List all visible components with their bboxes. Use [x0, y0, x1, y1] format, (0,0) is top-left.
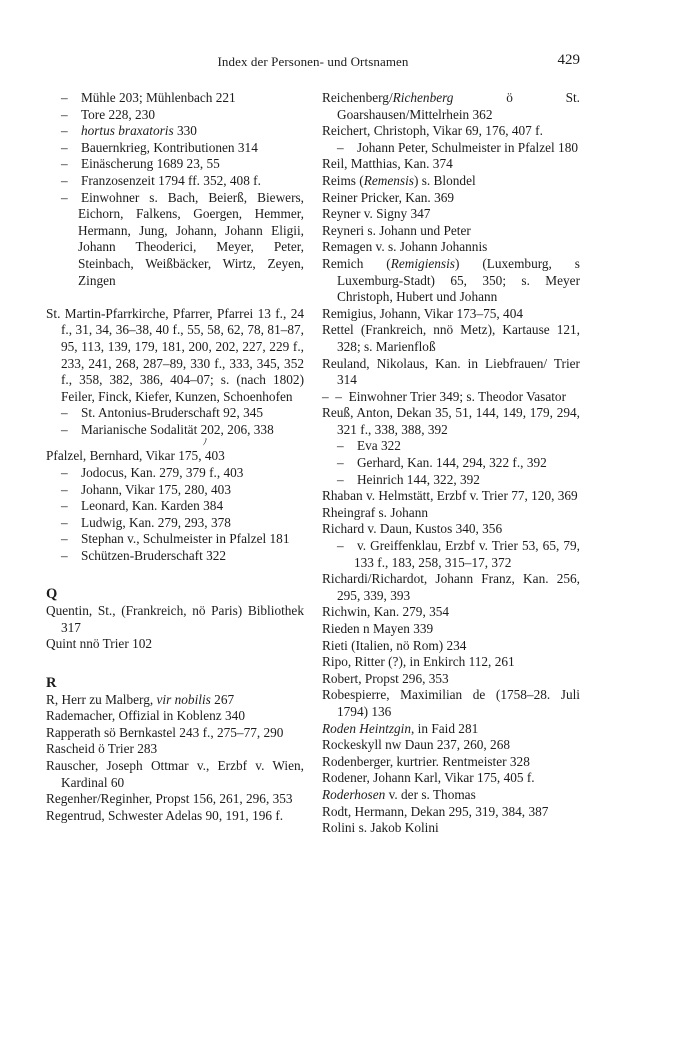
index-entry [322, 671, 580, 688]
continuation-dash: – [61, 172, 81, 188]
index-entry [46, 306, 304, 406]
index-entry [46, 531, 304, 548]
index-entry [322, 239, 580, 256]
index-entry [322, 223, 580, 240]
entry-spacer [46, 289, 304, 306]
entry-text: Richardi/Richardot, Johann Franz, Kan. 256, 295, 339, 393 [322, 571, 580, 603]
index-entry [322, 604, 580, 621]
index-entry [322, 621, 580, 638]
index-entry [46, 758, 304, 791]
entry-text: Reims ( [322, 172, 364, 188]
continuation-dash: – [61, 123, 81, 139]
entry-text: St. Antonius-Bruderschaft 92, 345 [80, 405, 264, 421]
entry-text-italic: hortus braxatoris [80, 123, 174, 139]
index-entry [46, 173, 304, 190]
section-letter: R [46, 674, 57, 691]
index-entry [322, 820, 580, 837]
index-entry [46, 808, 304, 825]
entry-text: Stephan v., Schulmeister in Pfalzel 181 [80, 531, 290, 547]
entry-text: Robespierre, Maximilian de (1758–28. Juli 1794) 136 [322, 687, 580, 719]
index-entry [322, 389, 580, 406]
continuation-dash: – [337, 139, 357, 155]
index-entry [46, 548, 304, 565]
entry-text: Rascheid ö Trier 283 [46, 741, 158, 757]
entry-text: Einäscherung 1689 23, 55 [80, 156, 220, 172]
index-entry [322, 654, 580, 671]
index-entry [46, 498, 304, 515]
entry-text: Johann Peter, Schulmeister in Pfalzel 180 [356, 139, 578, 155]
index-entry [46, 90, 304, 107]
index-entry [322, 190, 580, 207]
continuation-dash: – [61, 139, 81, 155]
index-entry [46, 405, 304, 422]
entry-text: Eva 322 [356, 438, 401, 454]
continuation-dash: – [337, 471, 357, 487]
entry-text: Rieti (Italien, nö Rom) 234 [322, 637, 467, 653]
index-entry [322, 90, 580, 123]
entry-text: , in Faid 281 [411, 720, 479, 736]
entry-text: Franzosenzeit 1794 ff. 352, 408 f. [80, 172, 261, 188]
index-entry [322, 787, 580, 804]
entry-text: Rockeskyll nw Daun 237, 260, 268 [322, 737, 510, 753]
running-header [46, 54, 580, 74]
continuation-dash: – [61, 548, 81, 564]
entry-text: Remagen v. s. Johann Johannis [322, 239, 488, 255]
entry-text: Ludwig, Kan. 279, 293, 378 [80, 514, 231, 530]
entry-text: Reyner v. Signy 347 [322, 206, 431, 222]
index-entry [46, 791, 304, 808]
entry-text: Ripo, Ritter (?), in Enkirch 112, 261 [322, 654, 515, 670]
index-entry [322, 538, 580, 571]
index-entry [46, 636, 304, 653]
index-entry [46, 465, 304, 482]
entry-text: ) (Luxemburg, s Luxemburg-Stadt) 65, 350; s. Meyer Christoph, Hubert und Johann [337, 255, 580, 305]
entry-text: Rieden n Mayen 339 [322, 621, 434, 636]
entry-text: Rademacher, Offizial in Koblenz 340 [46, 708, 245, 724]
continuation-dash: – [61, 421, 81, 437]
entry-text: Reil, Matthias, Kan. 374 [322, 156, 453, 172]
section-letter: Q [46, 586, 58, 603]
index-entry [46, 603, 304, 636]
entry-text: v. Greiffenklau, Erzbf v. Trier 53, 65, 79, 133 f., 183, 258, 315–17, 372 [354, 538, 580, 570]
continuation-dash: – [337, 538, 357, 554]
index-entry [46, 190, 304, 290]
entry-text: Rodt, Hermann, Dekan 295, 319, 384, 387 [322, 803, 549, 819]
index-entry [46, 422, 304, 439]
entry-text: Einwohner Trier 349; s. Theodor Vasator [348, 388, 567, 404]
entry-text: Bauernkrieg, Kontributionen 314 [80, 139, 258, 155]
continuation-dash: – [61, 156, 81, 172]
index-entry [46, 107, 304, 124]
index-entry [46, 482, 304, 499]
entry-text: Rhaban v. Helmstätt, Erzbf v. Trier 77, 120, 369 [322, 488, 578, 504]
entry-text: 267 [210, 691, 235, 707]
index-entry [322, 770, 580, 787]
entry-text: Leonard, Kan. Karden 384 [80, 498, 224, 514]
index-entry [46, 123, 304, 140]
index-entry [322, 571, 580, 604]
continuation-dash: – [61, 465, 81, 481]
entry-text: Pfalzel, Bernhard, Vikar 175, 403 [46, 448, 225, 464]
running-title: Index der Personen- und Ortsnamen [217, 54, 409, 69]
index-entry [322, 472, 580, 489]
index-entry [322, 721, 580, 738]
index-entry [46, 708, 304, 725]
entry-text: ö St. Goarshausen/Mittelrhein 362 [337, 90, 580, 122]
entry-text: Reichenberg/ [322, 90, 393, 105]
index-entry [322, 322, 580, 355]
entry-text: Richwin, Kan. 279, 354 [322, 604, 450, 620]
entry-text: Marianische Sodalität 202, 206, 338 [80, 421, 274, 437]
index-entry [322, 737, 580, 754]
index-entry [322, 754, 580, 771]
continuation-dash: – [61, 481, 81, 497]
index-entry [322, 256, 580, 306]
entry-text: Rodenberger, kurtrier. Rentmeister 328 [322, 753, 530, 769]
index-entry [46, 156, 304, 173]
index-entry [322, 505, 580, 522]
index-entry [46, 448, 304, 465]
entry-text-italic: Remensis [363, 172, 414, 188]
entry-text: Reyneri s. Johann und Peter [322, 222, 471, 238]
entry-text: Gerhard, Kan. 144, 294, 322 f., 392 [356, 455, 547, 471]
continuation-dash: – [61, 498, 81, 514]
index-entry [322, 804, 580, 821]
index-column-left [46, 90, 304, 824]
entry-text: Remigius, Johann, Vikar 173–75, 404 [322, 305, 523, 321]
index-entry [322, 123, 580, 140]
entry-text: Reuß, Anton, Dekan 35, 51, 144, 149, 179, 294, 321 f., 338, 388, 392 [322, 405, 580, 437]
index-entry [322, 638, 580, 655]
entry-text: Mühle 203; Mühlenbach 221 [80, 90, 236, 105]
entry-text: Quentin, St., (Frankreich, nö Paris) Bibliothek 317 [46, 603, 304, 635]
entry-text: 330 [173, 123, 197, 139]
entry-text-italic: vir nobilis [156, 691, 211, 707]
entry-text: Richard v. Daun, Kustos 340, 356 [322, 521, 503, 537]
entry-text: Rettel (Frankreich, nnö Metz), Kartause 121, 328; s. Marienfloß [322, 322, 580, 354]
index-entry [46, 692, 304, 709]
entry-text: Regenher/Reginher, Propst 156, 261, 296, 353 [46, 791, 293, 807]
entry-text: ) s. Blondel [413, 172, 476, 188]
entry-text: v. der s. Thomas [385, 786, 476, 802]
continuation-dash: – [61, 531, 81, 547]
entry-spacer [46, 565, 304, 582]
continuation-dash: – [61, 514, 81, 530]
entry-text: Reiner Pricker, Kan. 369 [322, 189, 455, 205]
entry-text: Reichert, Christoph, Vikar 69, 176, 407 f. [322, 123, 543, 139]
entry-text: Robert, Propst 296, 353 [322, 670, 449, 686]
entry-text: Jodocus, Kan. 279, 379 f., 403 [80, 465, 244, 481]
index-entry [46, 725, 304, 742]
continuation-dash: – – [322, 388, 349, 404]
entry-text: Reuland, Nikolaus, Kan. in Liebfrauen/ Trier 314 [322, 355, 580, 388]
page-number: 429 [557, 52, 580, 68]
index-entry [322, 356, 580, 389]
continuation-dash: – [337, 438, 357, 454]
index-entry [322, 687, 580, 720]
index-entry [322, 306, 580, 323]
entry-text: St. Martin-Pfarrkirche, Pfarrer, Pfarrei 13 f., 24 f., 31, 34, 36–38, 40 f., 55, 58, 62, 78, 81–87, 95, 113, 139, 179, 181, 200, 202, 227, 229 f., 233, 241, 268, 287–89, 330 f., 333, 345, 352 f., 358, 382, 386, 404–07; s. (nach 1802) Feiler, Finck, Kiefer, Kunzen, Schoenhofen [46, 305, 304, 404]
entry-text: Tore 228, 230 [80, 106, 155, 122]
entry-text: Einwohner s. Bach, Beierß, Biewers, Eichorn, Falkens, Goergen, Hemmer, Hermann, Jung, Johann, Johann Eligii, Johann Theoderici, Meyer, Peter, Steinbach, Weißbäcker, Wirtz, Zeyen, Zingen [78, 189, 304, 288]
index-entry [322, 488, 580, 505]
continuation-dash: – [61, 106, 81, 122]
index-column-right [322, 90, 580, 837]
continuation-dash: – [61, 405, 81, 421]
continuation-dash: – [61, 189, 81, 205]
index-entry [322, 173, 580, 190]
entry-text-italic: Roden Heintzgin [322, 720, 412, 736]
index-entry [46, 515, 304, 532]
continuation-dash: – [337, 455, 357, 471]
entry-spacer [46, 653, 304, 670]
index-entry [322, 521, 580, 538]
index-entry [322, 206, 580, 223]
entry-text: Rodener, Johann Karl, Vikar 175, 405 f. [322, 770, 535, 786]
entry-text: Remich ( [322, 255, 391, 271]
entry-text: R, Herr zu Malberg, [46, 691, 157, 707]
index-entry [322, 455, 580, 472]
entry-text: Rolini s. Jakob Kolini [322, 820, 439, 836]
index-entry [322, 438, 580, 455]
entry-text: Rapperath sö Bernkastel 243 f., 275–77, 290 [46, 724, 284, 740]
index-entry [322, 140, 580, 157]
entry-text: Rheingraf s. Johann [322, 504, 428, 520]
index-entry [322, 405, 580, 438]
entry-text: Schützen-Bruderschaft 322 [80, 548, 227, 564]
entry-text-italic: Richenberg [392, 90, 454, 105]
stray-mark: ﾉ [202, 437, 208, 448]
continuation-dash: – [61, 90, 81, 105]
entry-text: Regentrud, Schwester Adelas 90, 191, 196 f. [46, 807, 284, 823]
index-entry [46, 140, 304, 157]
entry-text: Quint nnö Trier 102 [46, 636, 153, 652]
entry-text: Johann, Vikar 175, 280, 403 [80, 481, 231, 497]
index-entry [46, 741, 304, 758]
entry-text-italic: Roderhosen [322, 786, 386, 802]
entry-text: Rauscher, Joseph Ottmar v., Erzbf v. Wien, Kardinal 60 [46, 757, 304, 790]
entry-text-italic: Remigiensis [390, 255, 455, 271]
index-entry [322, 156, 580, 173]
entry-text: Heinrich 144, 322, 392 [356, 471, 480, 487]
